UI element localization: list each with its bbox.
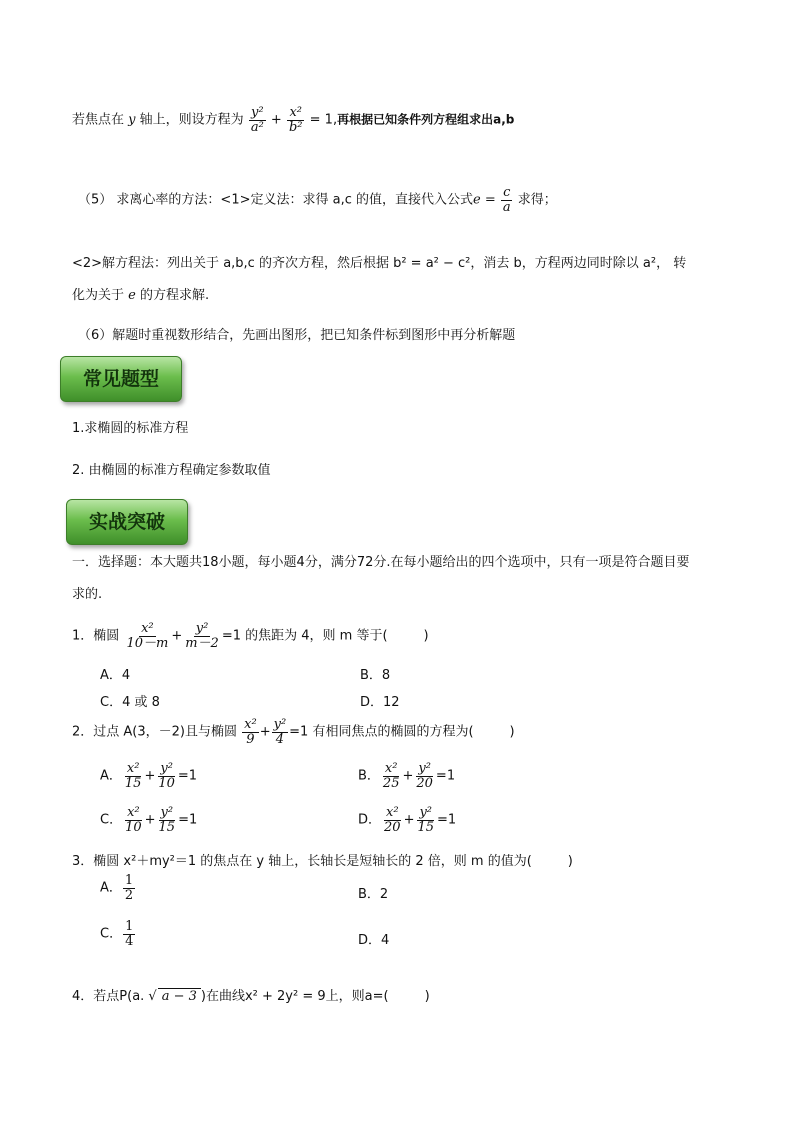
q1-frac-2: $\frac{\text{y²}}{m-2}$ xyxy=(185,621,219,651)
q3-close: ) xyxy=(567,854,573,869)
paragraph-eccentricity-method xyxy=(78,186,557,214)
section-header-common-types xyxy=(60,356,182,402)
q2-close: ) xyxy=(509,724,515,740)
q2-pre: 过点 A(3，－2)且与椭圆 xyxy=(93,724,237,740)
p1-mid: 轴上，则设方程为 xyxy=(139,112,244,128)
q3-option-d: D．4 xyxy=(358,933,390,948)
q2-option-a: A． $\frac{\text{x²}}{15}$ + $\frac{\text{y²}}{10}$ =1 xyxy=(100,761,198,791)
type-item-2: 2. 由椭圆的标准方程确定参数取值 xyxy=(72,463,271,478)
p5-text: （6）解题时重视数形结合，先画出图形，把已知条件标到图形中再分析解题 xyxy=(78,328,516,343)
q1-option-b: B．8 xyxy=(360,668,391,683)
q2-post: =1 有相同焦点的椭圆的方程为( xyxy=(289,724,474,740)
question-3 xyxy=(72,850,573,869)
q1-close: ) xyxy=(423,628,429,644)
q1-option-c: C．4 或 8 xyxy=(100,695,160,710)
q1-plus: + xyxy=(171,628,183,644)
p1-y: y xyxy=(128,112,136,128)
p4-post: 的方程求解. xyxy=(140,288,210,303)
q4-close: ) xyxy=(424,989,430,1004)
q3-option-c: C． $\frac{1}{4}$ xyxy=(100,919,134,949)
p4-e: e xyxy=(128,288,136,303)
p2-suffix: 求得； xyxy=(517,192,557,208)
question-1 xyxy=(72,622,429,650)
p1-plus: + xyxy=(270,112,282,128)
q4-sqrt: a − 3 xyxy=(158,988,201,1004)
q2-option-b: B． $\frac{\text{x²}}{25}$ + $\frac{\text{y²}}{20}$ =1 xyxy=(358,761,456,791)
q2-frac-2: $\frac{\text{y²}}{4}$ xyxy=(273,717,287,747)
p1-suffix: 再根据已知条件列方程组求出a,b xyxy=(337,112,515,127)
q1-number: 1． xyxy=(72,628,94,644)
intro-line-1: 一．选择题：本大题共18小题，每小题4分，满分72分.在每小题给出的四个选项中，只有一项是符合题目要 xyxy=(72,555,690,570)
p4-pre: 化为关于 xyxy=(72,288,125,303)
q1-post: =1 的焦距为 4，则 m 等于( xyxy=(221,628,388,644)
q3-text: 椭圆 x²＋my²＝1 的焦点在 y 轴上，长轴长是短轴长的 2 倍，则 m 的值为( xyxy=(93,854,532,869)
section-title-1: 常见题型 xyxy=(82,368,159,390)
section-header-practice xyxy=(66,499,188,545)
p2-text: 求离心率的方法：<1>定义法：求得 a,c 的值，直接代入公式 xyxy=(116,192,473,208)
q2-number: 2． xyxy=(72,724,94,740)
q3-number: 3． xyxy=(72,854,94,869)
p2-frac: $\frac{c}{a}$ xyxy=(502,185,511,215)
p2-label: （5） xyxy=(78,192,113,208)
paragraph-equation-method-cont xyxy=(72,284,209,303)
q1-option-a: A．4 xyxy=(100,668,131,683)
paragraph-ellipse-y-axis xyxy=(72,106,514,134)
paragraph-figure-tip xyxy=(78,324,515,343)
paragraph-equation-method xyxy=(72,252,686,271)
q3-option-a: A． $\frac{1}{2}$ xyxy=(100,873,134,903)
q2-option-c: C． $\frac{\text{x²}}{10}$ + $\frac{\text{y²}}{15}$ =1 xyxy=(100,805,198,835)
type-item-1: 1.求椭圆的标准方程 xyxy=(72,421,189,436)
section-title-2: 实战突破 xyxy=(88,511,165,533)
q2-option-d: D． $\frac{\text{x²}}{20}$ + $\frac{\text{y²}}{15}$ =1 xyxy=(358,805,457,835)
p1-prefix: 若焦点在 xyxy=(72,112,125,128)
q3-option-b: B．2 xyxy=(358,887,389,902)
p1-frac-2: $\frac{\text{x²}}{\text{b²}}$ xyxy=(288,105,303,135)
p3-text: <2>解方程法：列出关于 a,b,c 的齐次方程，然后根据 b² = a² − c²，消去 b，方程两边同时除以 a²， 转 xyxy=(72,256,687,271)
p2-e: e = xyxy=(473,192,496,208)
intro-line-2: 求的. xyxy=(72,587,103,602)
p1-rhs: = 1, xyxy=(309,112,338,128)
q4-post: )在曲线x² + 2y² = 9上，则a=( xyxy=(200,989,389,1004)
p1-frac-1: $\frac{\text{y²}}{\text{a²}}$ xyxy=(250,105,264,135)
q1-option-d: D．12 xyxy=(360,695,400,710)
q4-number: 4． xyxy=(72,989,94,1004)
q2-plus: + xyxy=(259,724,271,740)
question-4: 4．若点P(a. √ a − 3 )在曲线x² + 2y² = 9上，则a=( ) xyxy=(72,989,430,1004)
q2-frac-1: $\frac{\text{x²}}{9}$ xyxy=(244,717,257,747)
q4-pre: 若点P(a. xyxy=(93,989,145,1004)
q1-frac-1: $\frac{\text{x²}}{10-m}$ xyxy=(126,621,169,651)
q1-pre: 椭圆 xyxy=(93,628,120,644)
question-2 xyxy=(72,718,515,746)
